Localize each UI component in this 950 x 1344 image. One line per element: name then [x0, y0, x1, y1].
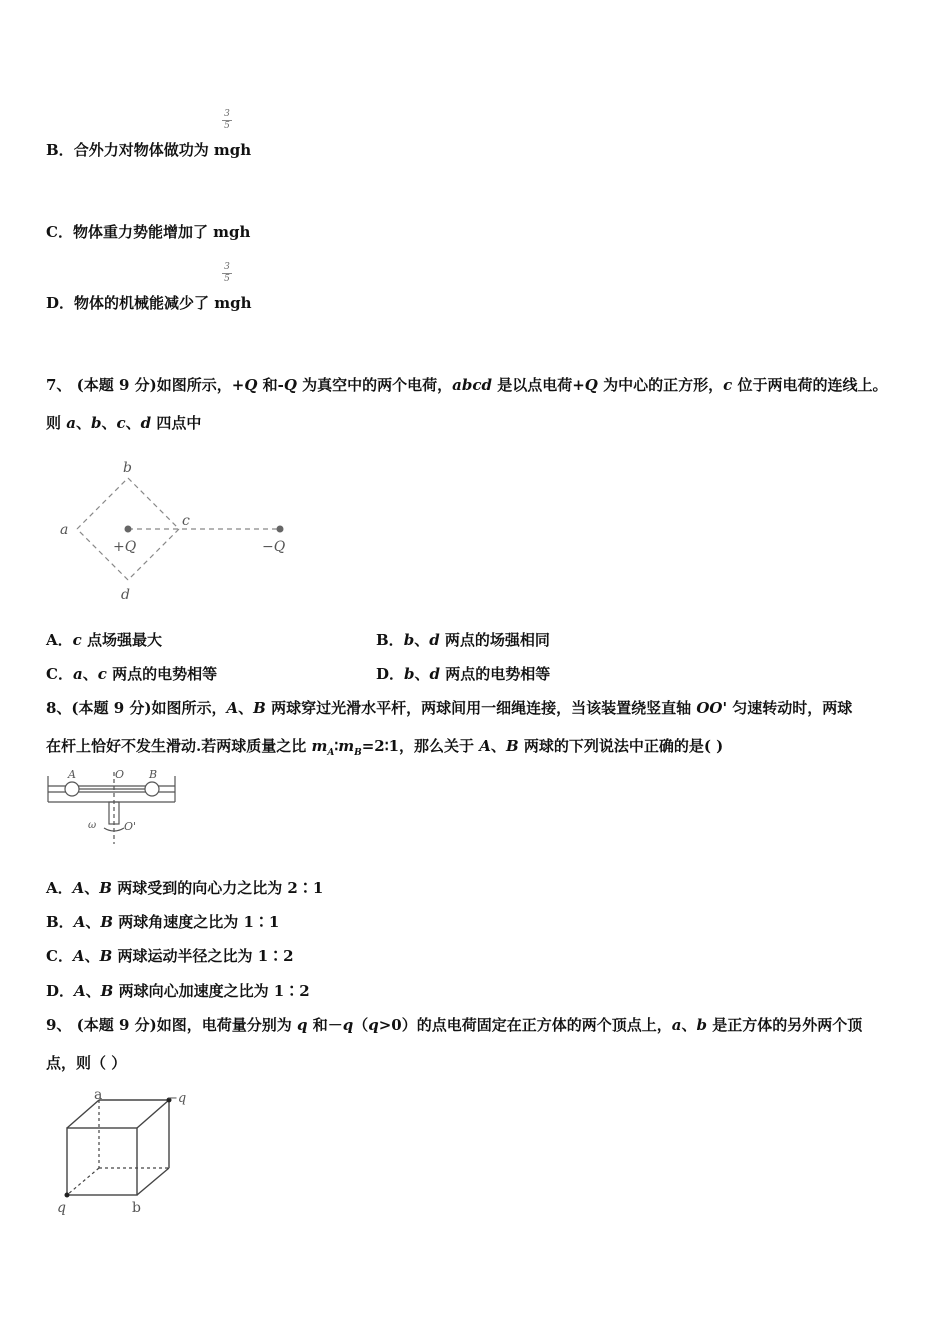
label-minus-q: −Q: [262, 539, 286, 555]
option-label: C．: [46, 223, 73, 241]
q7-stem-line2: 则 a、b、c、d 四点中: [46, 414, 202, 432]
label-omega: ω: [88, 820, 97, 831]
q9-stem-line2: 点，则（ ）: [46, 1054, 127, 1072]
label-o-prime: O': [124, 820, 137, 833]
q9-figure-cube: [52, 1088, 202, 1220]
minus-q-charge: [277, 526, 284, 533]
label-o: O: [115, 768, 125, 781]
q7-figure-charges-square: [50, 455, 300, 605]
q8-option-a[interactable]: A．A、B 两球受到的向心力之比为 2∶1: [46, 879, 324, 897]
q6-option-b[interactable]: [46, 140, 251, 160]
q8-stem-line2: 在杆上恰好不发生滑动.若两球质量之比 $m_A∶m_B=2∶1$，那么关于 A、B 两球的下列说法中正确的是( ): [46, 737, 724, 758]
label-b: b: [132, 1200, 141, 1216]
q8-option-d[interactable]: D．A、B 两球向心加速度之比为 1∶2: [46, 982, 310, 1000]
cube-hidden-edge: [67, 1168, 99, 1195]
q6-option-d[interactable]: [46, 293, 252, 313]
label-ball-a: A: [68, 768, 76, 781]
q8-stem-line1: 8、(本题 9 分)如图所示，A、B 两球穿过光滑水平杆，两球间用一细绳连接，当该装置绕竖直轴 OO' 匀速转动时，两球: [46, 699, 853, 717]
ball-a: [65, 782, 79, 796]
option-text: 物体重力势能增加了 mgh: [72, 223, 251, 241]
fraction-denominator: 5: [224, 121, 230, 131]
q7-stem-line1: 7、 (本题 9 分)如图所示，+Q 和-Q 为真空中的两个电荷，abcd 是以点电荷+Q 为中心的正方形，c 位于两电荷的连线上。: [46, 376, 888, 394]
label-a: a: [60, 522, 69, 538]
option-text: 合外力对物体做功为: [73, 141, 214, 159]
fraction-numerator: 3: [224, 262, 230, 272]
q7-option-a[interactable]: A．c 点场强最大: [46, 631, 163, 649]
plus-q-charge: [125, 526, 132, 533]
q8-option-c[interactable]: C．A、B 两球运动半径之比为 1∶2: [46, 947, 294, 965]
q8-option-b[interactable]: B．A、B 两球角速度之比为 1∶1: [46, 913, 280, 931]
label-q: q: [57, 1200, 66, 1216]
q8-figure-rotating-rod: [44, 768, 194, 848]
square-edge-ab: [77, 478, 128, 529]
label-d: d: [121, 587, 130, 603]
option-unit: mgh: [214, 294, 252, 312]
fraction-denominator: 5: [224, 274, 230, 284]
q6-option-c[interactable]: [46, 222, 250, 242]
option-text: 物体的机械能减少了: [74, 294, 215, 312]
square-edge-bc: [128, 478, 179, 529]
label-plus-q: +Q: [113, 539, 137, 555]
cube-edge: [137, 1168, 169, 1195]
label-minus-q: −q: [167, 1091, 187, 1106]
q9-stem-line1: 9、 (本题 9 分)如图，电荷量分别为 q 和－q（q>0）的点电荷固定在正方体的两个顶点上，a、b 是正方体的另外两个顶: [46, 1016, 863, 1034]
axis-shaft: [109, 802, 119, 824]
label-b: b: [123, 460, 132, 476]
option-label: B．: [46, 141, 74, 159]
q7-option-d[interactable]: D．b、d 两点的电势相等: [376, 665, 551, 683]
option-label: D．: [46, 294, 75, 312]
fraction-3-5: [222, 263, 232, 284]
label-c: c: [182, 513, 190, 529]
label-a: a: [94, 1088, 103, 1103]
ball-b: [145, 782, 159, 796]
label-ball-b: B: [149, 768, 158, 781]
q7-option-c[interactable]: C．a、c 两点的电势相等: [46, 665, 218, 683]
cube-edge: [137, 1100, 169, 1128]
cube-edge: [67, 1100, 99, 1128]
fraction-numerator: 3: [224, 109, 230, 119]
q7-option-b[interactable]: B．b、d 两点的场强相同: [376, 631, 550, 649]
cube-front-face: [67, 1128, 137, 1195]
fraction-3-5: [222, 110, 232, 131]
option-unit: mgh: [213, 141, 252, 159]
charge-q: [65, 1193, 70, 1198]
